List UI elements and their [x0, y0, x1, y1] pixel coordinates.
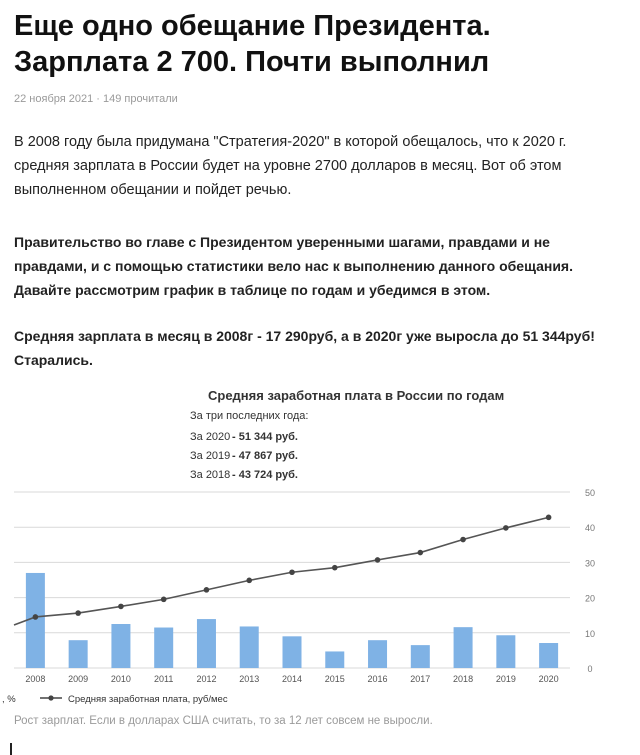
line-point — [418, 550, 424, 556]
bar — [325, 651, 344, 668]
article-title: Еще одно обещание Президента. Зарплата 2 700. Почти выполнил — [14, 10, 491, 78]
x-tick-label: 2010 — [110, 674, 131, 684]
bar — [154, 628, 173, 668]
y-tick-label: 40 — [584, 523, 596, 534]
x-tick-label: 2014 — [281, 674, 303, 684]
y-tick-label: 10 — [584, 628, 596, 639]
y-tick-label: 50 — [584, 488, 596, 498]
legend-line-marker — [48, 695, 53, 700]
bar — [111, 624, 130, 668]
bar — [197, 619, 216, 668]
salary-line — [14, 517, 549, 625]
salary-chart-svg — [0, 378, 640, 708]
bar — [26, 573, 45, 668]
x-tick-label: 2016 — [367, 674, 388, 684]
x-tick-label: 2019 — [495, 674, 516, 684]
line-point — [289, 569, 295, 575]
legend-bar-label: , % — [2, 694, 16, 705]
bar — [240, 626, 259, 668]
line-point — [118, 604, 124, 610]
paragraph-government: Правительство во главе с Президентом уверенными шагами, правдами и не правдами, и с помощью статистики вело нас к выполнению данного обещания. Давайте рассмотрим график в таблице по годам и убедимся в этом. — [14, 234, 573, 298]
line-point — [33, 614, 39, 620]
article-meta: 22 ноября 2021 · 149 прочитали — [14, 93, 178, 105]
x-tick-label: 2012 — [196, 674, 217, 684]
bar — [283, 636, 302, 668]
line-point — [204, 587, 210, 593]
x-tick-label: 2018 — [453, 674, 474, 684]
x-tick-label: 2009 — [68, 674, 89, 684]
bar — [496, 635, 515, 668]
annotation-value: - 43 724 руб. — [232, 469, 298, 481]
y-tick-label: 30 — [584, 558, 596, 569]
line-point — [546, 515, 552, 521]
legend-line-label: Средняя заработная плата, руб/мес — [68, 694, 228, 705]
x-tick-label: 2017 — [410, 674, 431, 684]
bar — [454, 627, 473, 668]
bar — [539, 643, 558, 668]
annotation-year: За 2018 — [190, 469, 231, 481]
y-tick-label: 0 — [587, 664, 593, 674]
x-tick-label: 2008 — [25, 674, 46, 684]
line-point — [375, 557, 381, 563]
paragraph-strategy: В 2008 году была придумана "Стратегия-2020" в которой обещалось, что к 2020 г. средняя зарплата в России будет на уровне 2700 долларов в месяц. Вот об этом выполненном обещании и пойдет речью. — [14, 134, 567, 198]
bar — [69, 640, 88, 668]
annotation-year: За 2020 — [190, 431, 231, 443]
line-point — [161, 597, 167, 603]
annotation-value: - 51 344 руб. — [232, 431, 298, 443]
bar — [368, 640, 387, 668]
line-point — [332, 565, 338, 571]
image-caption: Рост зарплат. Если в долларах США считать, то за 12 лет совсем не выросли. — [14, 715, 433, 727]
text-cursor-mark — [10, 743, 12, 755]
line-point — [460, 537, 466, 543]
annotation-value: - 47 867 руб. — [232, 450, 298, 462]
annotation-year: За 2019 — [190, 450, 231, 462]
chart-annotation-header: За три последних года: — [190, 410, 309, 422]
x-tick-label: 2020 — [538, 674, 559, 684]
line-point — [503, 525, 509, 531]
line-point — [246, 578, 252, 584]
x-tick-label: 2013 — [239, 674, 260, 684]
line-point — [75, 610, 81, 616]
chart-title: Средняя заработная плата в России по годам — [208, 388, 505, 403]
x-tick-label: 2011 — [154, 674, 174, 684]
salary-chart — [0, 378, 640, 708]
paragraph-salary: Средняя зарплата в месяц в 2008г - 17 290руб, а в 2020г уже выросла до 51 344руб! Старались. — [14, 328, 595, 368]
x-tick-label: 2015 — [324, 674, 345, 684]
y-tick-label: 20 — [584, 593, 596, 604]
bar — [411, 645, 430, 668]
